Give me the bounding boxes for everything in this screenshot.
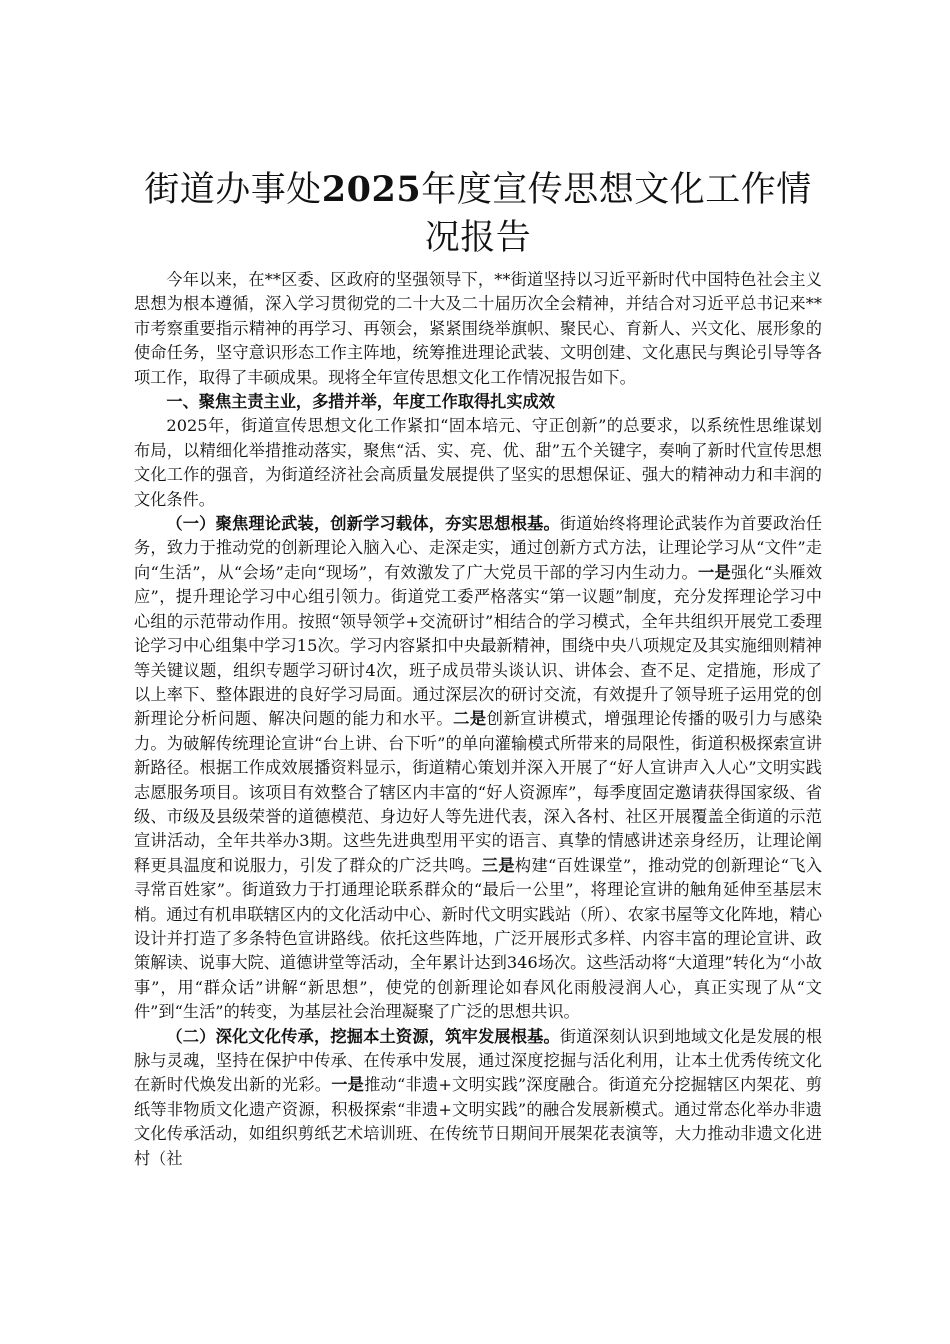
subsection-2-lead: 街道深刻认识到地域文化是发展的根脉与灵魂，坚持在保护中传承、在传承中发展，通过深度挖掘与活化利用，让本土优秀传统文化在新时代焕发出新的光彩。 (134, 1026, 823, 1095)
subsection-2-point-1-label: 一是 (331, 1075, 365, 1095)
point-3-label: 三是 (481, 855, 515, 875)
point-1-text: 强化“头雁效应”，提升理论学习中心组引领力。街道党工委严格落实“第一议题”制度，充分发挥理论学习中心组的示范带动作用。按照“领导领学+交流研讨”相结合的学习模式，全年共组织开展党工委理论学习中心组集中学习15次。学习内容紧扣中央最新精神，围绕中央八项规定及其实施细则精神等关键议题，组织专题学习研讨4次，班子成员带头谈认识、讲体会、查不足、定措施，形成了以上率下、整体跟进的良好学习局面。通过深层次的研讨交流，有效提升了领导班子运用党的创新理论分析问题、解决问题的能力和水平。 (134, 562, 823, 729)
subsection-1-heading: （一）聚焦理论武装，创新学习载体，夯实思想根基。 (166, 514, 560, 534)
title-year: 2025 (321, 169, 422, 210)
document-title (134, 166, 822, 262)
point-2-label: 二是 (453, 709, 487, 729)
section-1-heading: 一、聚焦主责主业，多措并举，年度工作取得扎实成效 (166, 392, 555, 412)
title-suffix: 年度宣传思想文化工作情况报告 (421, 170, 812, 258)
subsection-2-heading: （二）深化文化传承，挖掘本土资源，筑牢发展根基。 (166, 1026, 560, 1046)
point-3-text: 构建“百姓课堂”，推动党的创新理论“飞入寻常百姓家”。街道致力于打通理论联系群众的“最后一公里”，将理论宣讲的触角延伸至基层末梢。通过有机串联辖区内的文化活动中心、新时代文明实践站（所）、农家书屋等文化阵地，精心设计并打造了多条特色宣讲路线。依托这些阵地，广泛开展形式多样、内容丰富的理论宣讲、政策解读、说事大院、道德讲堂等活动，全年累计达到346场次。这些活动将“大道理”转化为“小故事”，用“群众话”讲解“新思想”，使党的创新理论如春风化雨般浸润人心，真正实现了从“文件”到“生活”的转变，为基层社会治理凝聚了广泛的思想共识。 (134, 855, 823, 1022)
point-2-text: 创新宣讲模式，增强理论传播的吸引力与感染力。为破解传统理论宣讲“台上讲、台下听”的单向灌输模式所带来的局限性，街道积极探索宣讲新路径。根据工作成效展播资料显示，街道精心策划并深入开展了“好人宣讲声入人心”文明实践志愿服务项目。该项目有效整合了辖区内丰富的“好人资源库”，每季度固定邀请获得国家级、省级、市级及县级荣誉的道德模范、身边好人等先进代表，深入各村、社区开展覆盖全街道的示范宣讲活动，全年共举办3期。这些先进典型用平实的语言、真挚的情感讲述亲身经历，让理论阐释更具温度和说服力，引发了群众的广泛共鸣。 (134, 709, 823, 875)
title-prefix: 街道办事处 (144, 170, 322, 210)
subsection-2-point-1-text: 推动“非遗+文明实践”深度融合。街道充分挖掘辖区内架花、剪纸等非物质文化遗产资源，积极探索“非遗+文明实践”的融合发展新模式。通过常态化举办非遗文化传承活动，如组织剪纸艺术培训班、在传统节日期间开展架花表演等，大力推动非遗文化进村（社 (134, 1075, 822, 1168)
document-body (134, 268, 822, 1171)
subsection-1-lead: 街道始终将理论武装作为首要政治任务，致力于推动党的创新理论入脑入心、走深走实，通过创新方式方法，让理论学习从“文件”走向“生活”，从“会场”走向“现场”，有效激发了广大党员干部的学习内生动力。 (134, 514, 823, 582)
subsection-1-paragraph (134, 512, 822, 1025)
document-page (134, 166, 822, 1171)
subsection-2-paragraph (134, 1025, 822, 1171)
intro-paragraph: 今年以来，在**区委、区政府的坚强领导下，**街道坚持以习近平新时代中国特色社会主义思想为根本遵循，深入学习贯彻党的二十大及二十届历次全会精神，并结合对习近平总书记来**市考察重要指示精神的再学习、再领会，紧紧围绕举旗帜、聚民心、育新人、兴文化、展形象的使命任务，坚守意识形态工作主阵地，统筹推进理论武装、文明创建、文化惠民与舆论引导等各项工作，取得了丰硕成果。现将全年宣传思想文化工作情况报告如下。 (134, 270, 822, 387)
section-1-paragraph: 2025年，街道宣传思想文化工作紧扣“固本培元、守正创新”的总要求，以系统性思维谋划布局，以精细化举措推动落实，聚焦“活、实、亮、优、甜”五个关键字，奏响了新时代宣传思想文化工作的强音，为街道经济社会高质量发展提供了坚实的思想保证、强大的精神动力和丰润的文化条件。 (134, 416, 822, 509)
point-1-label: 一是 (698, 562, 732, 582)
